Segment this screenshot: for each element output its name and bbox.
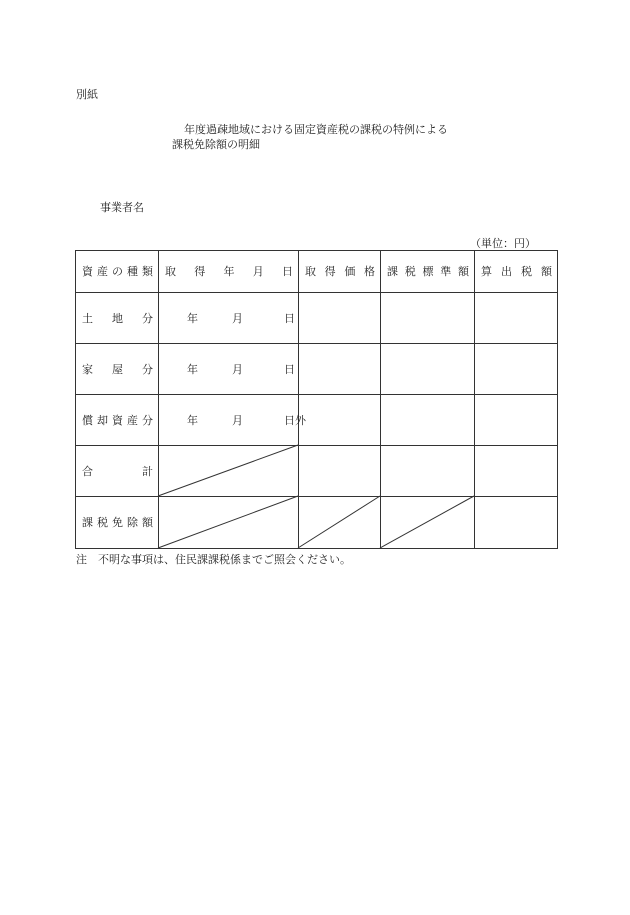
date-unit: 年 xyxy=(187,362,198,376)
row-label: 土地分 xyxy=(82,311,172,325)
row-label: 合計 xyxy=(82,464,202,478)
header-cell: 課税標準額 xyxy=(387,265,476,278)
header-cell: 取得価格 xyxy=(305,265,384,278)
diagonal-line xyxy=(158,445,298,496)
attachment-label: 別紙 xyxy=(76,88,98,101)
title-line-1: 年度過疎地域における固定資産税の課税の特例による xyxy=(184,123,448,136)
header-cell: 算出税額 xyxy=(481,265,561,278)
date-unit: 年 xyxy=(187,413,198,427)
title-line-2: 課税免除額の明細 xyxy=(172,138,260,151)
diagonal-line xyxy=(158,496,298,548)
unit-label: （単位：円） xyxy=(470,237,536,250)
date-unit: 年 xyxy=(187,311,198,325)
business-name-label: 事業者名 xyxy=(100,201,144,214)
note: 注 不明な事項は、住民課課税係までご照会ください。 xyxy=(76,553,351,566)
row-label: 課税免除額 xyxy=(82,516,157,529)
row-label: 償却資産分 xyxy=(82,413,157,427)
date-unit: 日外 xyxy=(284,413,306,427)
date-unit: 日 xyxy=(284,311,295,325)
date-unit: 月 xyxy=(232,413,243,427)
date-unit: 日 xyxy=(284,362,295,376)
diagonal-line xyxy=(380,496,474,548)
header-cell: 資産の種類 xyxy=(82,265,157,278)
date-unit: 月 xyxy=(232,362,243,376)
header-cell: 取得年月日 xyxy=(165,265,312,278)
row-label: 家屋分 xyxy=(82,362,172,376)
date-unit: 月 xyxy=(232,311,243,325)
diagonal-line xyxy=(298,496,380,548)
